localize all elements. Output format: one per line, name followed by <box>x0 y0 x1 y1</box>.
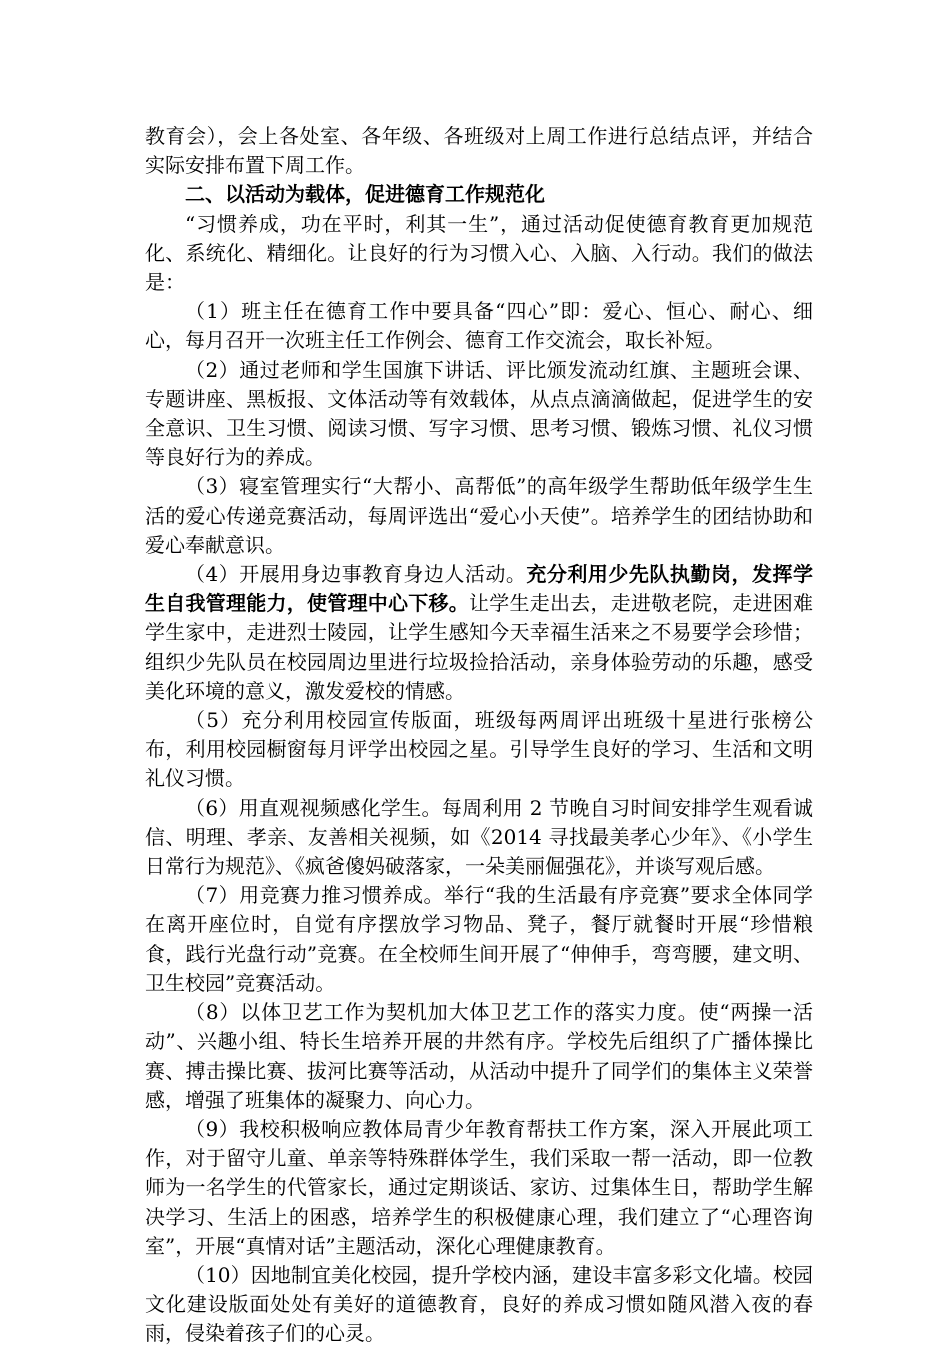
item-7-paragraph: （7）用竞赛力推习惯养成。举行“我的生活最有序竞赛”要求全体同学在离开座位时，自觉有序摆放学习物品、凳子，餐厅就餐时开展“珍惜粮食，践行光盘行动”竞赛。在全校师生间开展了“伸伸手，弯弯腰，建文明、卫生校园”竞赛活动。 <box>145 883 813 995</box>
item-9-paragraph: （9）我校积极响应教体局青少年教育帮扶工作方案，深入开展此项工作，对于留守儿童、单亲等特殊群体学生，我们采取一帮一活动，即一位教师为一名学生的代管家长，通过定期谈话、家访、过集体生日，帮助学生解决学习、生活上的困惑，培养学生的积极健康心理，我们建立了“心理咨询室”，开展“真情对话”主题活动，深化心理健康教育。 <box>145 1116 813 1258</box>
section-heading: 二、以活动为载体，促进德育工作规范化 <box>185 182 545 207</box>
item-1-paragraph: （1）班主任在德育工作中要具备“四心”即：爱心、恒心、耐心、细心，每月召开一次班主任工作例会、德育工作交流会，取长补短。 <box>145 299 813 353</box>
document-page <box>145 122 813 1349</box>
item-8-paragraph: （8）以体卫艺工作为契机加大体卫艺工作的落实力度。使“两操一活动”、兴趣小组、特长生培养开展的井然有序。学校先后组织了广播体操比赛、搏击操比赛、拔河比赛等活动，从活动中提升了同学们的集体主义荣誉感，增强了班集体的凝聚力、向心力。 <box>145 1000 813 1112</box>
item-10-paragraph: （10）因地制宜美化校园，提升学校内涵，建设丰富多彩文化墙。校园文化建设版面处处有美好的道德教育，良好的养成习惯如随风潜入夜的春雨，侵染着孩子们的心灵。 <box>145 1262 813 1346</box>
item-4-start-text: （4）开展用身边事教育身边人活动。 <box>185 562 527 587</box>
item-4-paragraph <box>145 560 813 706</box>
item-2-paragraph: （2）通过老师和学生国旗下讲话、评比颁发流动红旗、主题班会课、专题讲座、黑板报、文体活动等有效载体，从点点滴滴做起，促进学生的安全意识、卫生习惯、阅读习惯、写字习惯、思考习惯、锻炼习惯、礼仪习惯等良好行为的养成。 <box>145 357 813 470</box>
item-5-paragraph: （5）充分利用校园宣传版面，班级每两周评出班级十星进行张榜公布，利用校园橱窗每月评学出校园之星。引导学生良好的学习、生活和文明礼仪习惯。 <box>145 708 813 791</box>
item-4-end-text: 让学生走出去，走进敬老院，走进困难学生家中，走进烈士陵园，让学生感知今天幸福生活来之不易要学会珍惜；组织少先队员在校园周边里进行垃圾捡拾活动，亲身体验劳动的乐趣，感受美化环境的意义，激发爱校的情感。 <box>145 591 813 703</box>
item-4-bold-text: 充分利用少先队执勤岗，发挥学生自我管理能力，使管理中心下移。 <box>145 562 813 616</box>
item-6-paragraph: （6）用直观视频感化学生。每周利用 2 节晚自习时间安排学生观看诚信、明理、孝亲、友善相关视频，如《2014 寻找最美孝心少年》、《小学生日常行为规范》、《疯爸傻妈破落家，一朵美丽倔强花》，并谈写观后感。 <box>145 795 813 879</box>
item-3-paragraph: （3）寝室管理实行“大帮小、高帮低”的高年级学生帮助低年级学生生活的爱心传递竞赛活动，每周评选出“爱心小天使”。培养学生的团结协助和爱心奉献意识。 <box>145 474 813 557</box>
intro-continuation-paragraph: 教育会），会上各处室、各年级、各班级对上周工作进行总结点评，并结合实际安排布置下周工作。 <box>145 124 813 178</box>
section-intro-paragraph: “习惯养成，功在平时，利其一生”，通过活动促使德育教育更加规范化、系统化、精细化。让良好的行为习惯入心、入脑、入行动。我们的做法是： <box>145 211 813 295</box>
